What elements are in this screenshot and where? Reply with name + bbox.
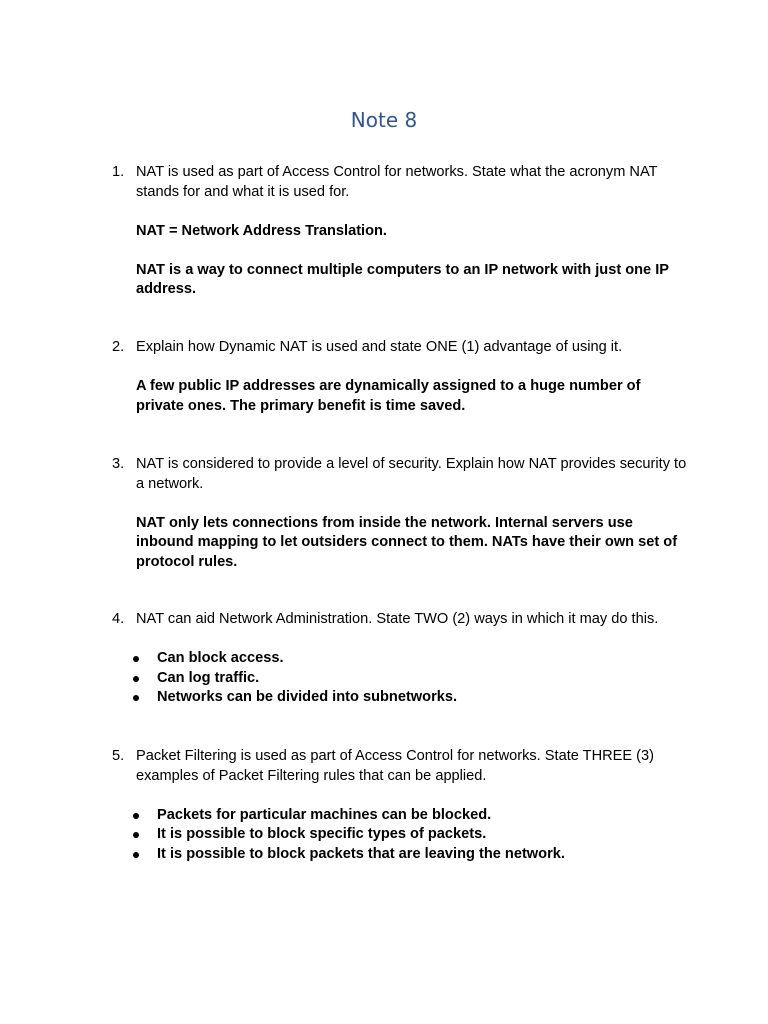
list-item-text: It is possible to block packets that are leaving the network. xyxy=(157,845,565,862)
answer-text: NAT is a way to connect multiple computers to an IP network with just one IP address. xyxy=(136,261,669,297)
question-5 xyxy=(112,747,692,864)
question-text: NAT is used as part of Access Control for networks. State what the acronym NAT stands for and what it is used for. xyxy=(136,164,658,200)
bullet-icon xyxy=(133,852,139,858)
bullet-icon xyxy=(133,656,139,662)
list-item xyxy=(112,806,692,826)
bullet-icon xyxy=(133,832,139,838)
list-item xyxy=(112,845,692,865)
list-item xyxy=(112,669,692,689)
list-item xyxy=(112,688,692,708)
question-3 xyxy=(112,455,692,572)
question-4 xyxy=(112,610,692,708)
list-item-text: Can block access. xyxy=(157,650,284,666)
list-item-text: Packets for particular machines can be blocked. xyxy=(157,806,492,823)
question-text: NAT can aid Network Administration. State TWO (2) ways in which it may do this. xyxy=(136,611,659,627)
bullet-icon xyxy=(133,695,139,701)
question-text: Explain how Dynamic NAT is used and state ONE (1) advantage of using it. xyxy=(136,339,623,355)
bullet-icon xyxy=(133,676,139,682)
question-number: 5. xyxy=(112,748,125,764)
question-number: 2. xyxy=(112,339,125,355)
bullet-icon xyxy=(133,813,139,819)
answer-text: NAT = Network Address Translation. xyxy=(136,222,387,239)
page-title: Note 8 xyxy=(350,108,418,132)
list-item-text: Networks can be divided into subnetworks. xyxy=(157,689,458,705)
question-number: 4. xyxy=(112,611,125,627)
bullet-list xyxy=(112,806,692,865)
list-item xyxy=(112,825,692,845)
list-item-text: It is possible to block specific types of packets. xyxy=(157,826,487,842)
answer-text: NAT only lets connections from inside the network. Internal servers use inbound mapping to let outsiders connect to them. NATs have their own set of protocol rules. xyxy=(136,514,678,570)
answer-text: A few public IP addresses are dynamically assigned to a huge number of private ones. The primary benefit is time saved. xyxy=(136,378,641,414)
list-item-text: Can log traffic. xyxy=(157,669,260,686)
question-text: Packet Filtering is used as part of Access Control for networks. State THREE (3) examples of Packet Filtering rules that can be applied. xyxy=(136,748,655,784)
question-number: 1. xyxy=(112,164,125,180)
question-number: 3. xyxy=(112,456,125,472)
question-text: NAT is considered to provide a level of security. Explain how NAT provides security to a network. xyxy=(136,456,687,492)
question-2 xyxy=(112,338,692,416)
bullet-list xyxy=(112,649,692,708)
list-item xyxy=(112,649,692,669)
question-1 xyxy=(112,163,692,300)
